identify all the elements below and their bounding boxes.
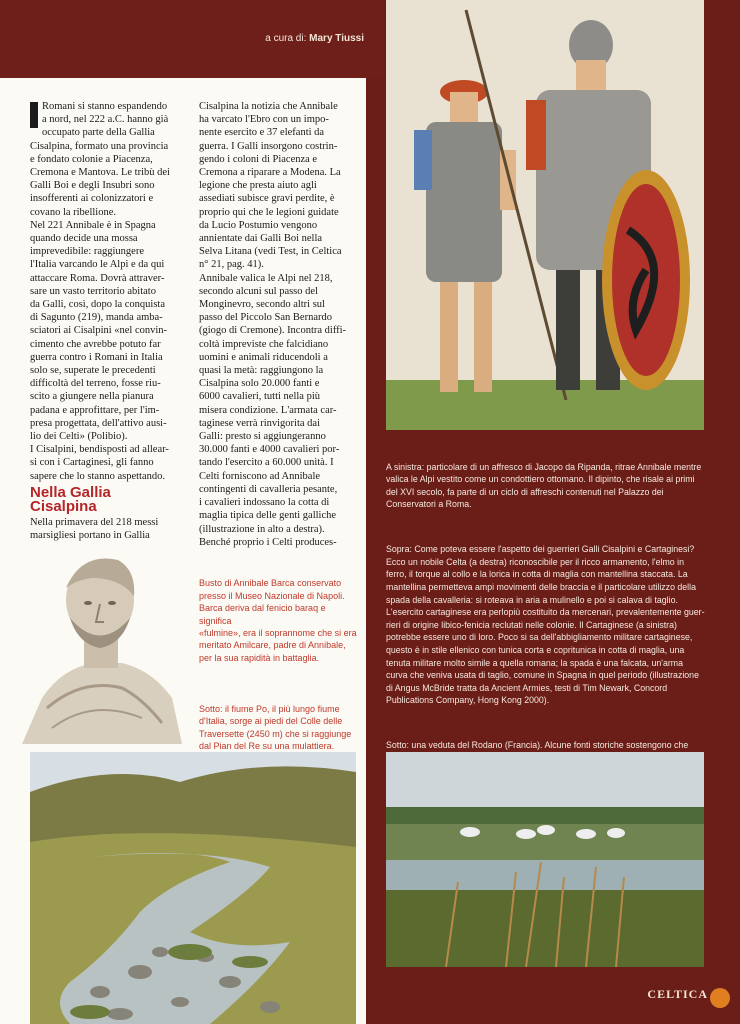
curator-name: Mary Tiussi: [309, 33, 364, 44]
po-river-photo: [30, 752, 356, 1024]
article-column-2: Cisalpina la notizia che Annibale ha varcato l'Ebro con un impo- nente esercito e 37 elefanti da guerra. I Galli insorgono costrin- gendo i coloni di Piacenza e Cremona a riparare a Modena. La legione che presta aiuto agli assediati subisce gravi perdite, è proprio qui che le legioni guidate da Lucio Postumio vengono annientate dai Galli Boi nella Selva Litana (vedi Test, in Celtica n° 21, pag. 41). Annibale valica le Alpi nel 218, secondo alcuni sul passo del Monginevro, secondo altri sul passo del Piccolo San Bernardo (giogo di Cremone). Incontra diffi- coltà impreviste che falcidiano uomini e animali riducendoli a quasi la metà: raggiungono la Cisalpina solo 20.000 fanti e 6000 cavalieri, tutti nella più misera condizione. L'armata car- taginese verrà rinvigorita dai Galli: presto si aggiungeranno 30.000 fanti e 4000 cavalieri por- tando l'esercito a 60.000 unità. I Celti forniscono ad Annibale contingenti di cavalleria pesante, i cavalieri indossano la cotta di maglia tipica delle genti galliche (illustrazione in alto a destra). Benché proprio i Celti produces-: [199, 101, 347, 548]
bust-caption: Busto di Annibale Barca conservato presso il Museo Nazionale di Napoli. Barca deriva dal fenicio baraq e significa «fulmine», era il soprannome che si era meritato Amilcare, padre di Annibale, per la sua rapidità in battaglia.: [199, 578, 357, 663]
curator-credit: [265, 33, 364, 44]
section-heading: Nella Gallia Cisalpina: [30, 484, 111, 515]
header-band: [0, 0, 384, 78]
page-number-badge: [710, 988, 730, 1008]
hannibal-bust-image: [22, 548, 182, 744]
article-column-1: [30, 100, 190, 483]
rhone-photo: [386, 752, 704, 967]
page-edge: [710, 0, 740, 1024]
article-column-1-text: Romani si stanno espandendo a nord, nel 222 a.C. hanno già occupato parte della Gallia Cisalpina, formato una provincia e fondato colonie a Piacenza, Cremona e Mantova. Le tribù dei Galli Boi e degli Insubri sono insofferenti ai colonizzatori e covano la ribellione. Nel 221 Annibale è in Spagna quando decide una mossa imprevedibile: raggiungere l'Italia varcando le Alpi e da qui attaccare Roma. Dovrà attraver- sare un vasto territorio abitato da Galli, così, dopo la conquista di Sagunto (219), manda amba- sciatori ai Cisalpini «nel convin- cimento che avrebbe potuto far guerra contro i Romani in Italia solo se, superate le precedenti difficoltà del terreno, fosse riu- scito a giungere nella pianura padana e approfittare, per l'im- presa progettata, dell'attivo ausi- lio dei Celti» (Polibio). I Cisalpini, bendisposti ad allear- si con i Cartaginesi, gli fanno sapere che lo stanno aspettando.: [30, 101, 170, 482]
section-intro-text: Nella primavera del 218 messi marsigliesi portano in Gallia: [30, 517, 159, 542]
po-caption: Sotto: il fiume Po, il più lungo fiume d'Italia, sorge ai piedi del Colle delle Traversette (2450 m) che si raggiunge dal Pian del Re su una mulattiera.: [199, 704, 352, 752]
warriors-caption: Sopra: Come poteva essere l'aspetto dei guerrieri Galli Cisalpini e Cartaginesi? Ecco un nobile Celta (a destra) riconoscibile per il ricco armamento, l'elmo in ferro, il torque al collo e la lorica in cotta di maglia con mantellina staccata. La mantellina permetteva ampi movimenti delle braccia e il particolare utilizzo della spada della cavalleria: si roteava in aria a mulinello e poi si calava di taglio. L'esercito cartaginese era perlopiù costituito da mercenari, prevalentemente guer- rieri di origine libico-fenicia reclutati nelle colonie. Il Cartaginese (a sinistra) potrebbe essere uno di loro. Poco si sa dell'abbigliamento militare cartaginese, questo è in stile ellenico con tunica corta e copritunica in cotta di maglia, una tenuta militare molto simile a quella romana; la spada è una falcata, un'arma curva che veniva usata di taglio, comune in Spagna in quel periodo (illustrazione di Angus McBride tratta da Ancient Armies, testi di Tim Newark, Concord Publications Company, Hong Kong 2000).: [386, 544, 705, 706]
curator-prefix: a cura di:: [265, 33, 307, 44]
right-captions: [386, 448, 706, 802]
brand-logo: CELTICA: [647, 987, 708, 1001]
drop-cap-bar: [30, 102, 38, 128]
rhone-caption: Sotto: una veduta del Rodano (Francia). Alcune fonti storiche sostengono che: [386, 740, 689, 751]
warriors-illustration: [386, 0, 704, 430]
fresco-caption: A sinistra: particolare di un affresco di Jacopo da Ripanda, ritrae Annibale mentre valica le Alpi vestito come un condottiero ottomano. Il dipinto, che risale ai primi del XVI secolo, fa parte di un ciclo di affreschi contenuti nel Palazzo dei Conservatori a Roma.: [386, 461, 702, 510]
